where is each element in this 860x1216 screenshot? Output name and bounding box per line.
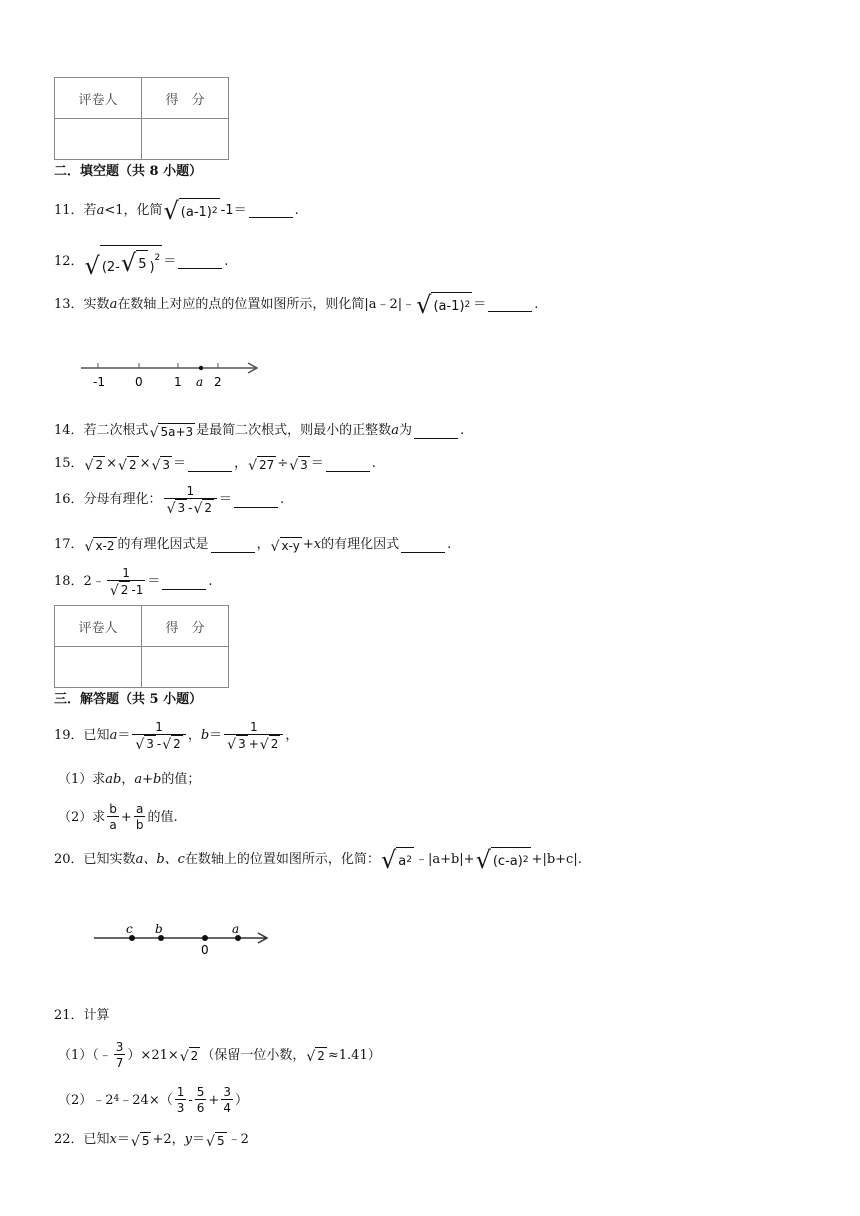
tick-label: 0 [135, 375, 143, 389]
question-18: 18． 2﹣ 1 √ 2 -1 ＝ . [54, 566, 213, 599]
answer-blank-12[interactable] [178, 254, 222, 269]
point-label-b: b [155, 922, 163, 936]
section-fill-heading: 二．填空题（共 8 小题） [54, 164, 203, 179]
question-22: 22． 已知 x ＝ √ 5 +2， y ＝ √ 5 ﹣2 [54, 1132, 249, 1150]
question-17: 17． √ x-2 的有理化因式是 ， √ x-y + x 的有理化因式 . [54, 537, 452, 555]
question-19: 19． 已知 a ＝ 1 √ 3 - √ 2 ， b ＝ 1 √ 3 + √ 2 ， [54, 720, 299, 753]
tick-label: 2 [214, 375, 222, 389]
reviewer-header: 评卷人 [55, 78, 142, 119]
point-label-a: a [196, 375, 204, 389]
question-21-part-1: （1）（﹣ $\frac{3}{7}$ ）×21× √ 2 （保留一位小数， √ 2 ≈1.41） [58, 1040, 381, 1070]
number-line-1 [76, 355, 266, 395]
answer-blank-14[interactable] [414, 424, 458, 439]
question-20: 20． 已知实数 a、b、c 在数轴上的位置如图所示，化简： √ $a^2$ ﹣|a+b|+ √ $(c-a)^2$ +|b+c| . [54, 846, 582, 874]
answer-blank-18[interactable] [162, 575, 206, 590]
section-answer-heading: 三．解答题（共 5 小题） [54, 692, 203, 707]
question-12: 12． √ (2- √ 5 )$^2$ ＝ . [54, 245, 228, 278]
answer-blank-15b[interactable] [326, 457, 370, 472]
reviewer-header: 评卷人 [55, 606, 142, 647]
answer-blank-13[interactable] [488, 297, 532, 312]
answer-blank-16[interactable] [234, 493, 278, 508]
question-19-part-1: （1）求 ab ， a+b 的值； [58, 772, 201, 787]
question-21: 21． 计算 [54, 1008, 110, 1023]
reviewer-cell[interactable] [55, 119, 142, 160]
tick-label: 1 [174, 375, 182, 389]
point-0 [202, 935, 208, 941]
score-table-2 [54, 605, 229, 688]
answer-blank-15a[interactable] [188, 457, 232, 472]
point-label-c: c [126, 922, 133, 936]
question-19-part-2: （2）求 $\frac{b}{a}$ + $\frac{a}{b}$ 的值. [58, 802, 178, 832]
number-line-2 [86, 918, 276, 960]
answer-blank-17a[interactable] [211, 538, 255, 553]
question-14: 14． 若二次根式 √ 5a+3 是最简二次根式，则最小的正整数 a 为 . [54, 423, 465, 441]
score-cell[interactable] [142, 647, 229, 688]
reviewer-cell[interactable] [55, 647, 142, 688]
point-label-0: 0 [201, 943, 209, 957]
question-21-part-2: （2）﹣2 $^4$ ﹣24×（ $\frac{1}{3}$ - $\frac{5}{6}$ + $\frac{3}{4}$ ） [58, 1085, 248, 1115]
answer-blank-17b[interactable] [401, 538, 445, 553]
answer-blank-11[interactable] [249, 203, 293, 218]
score-cell[interactable] [142, 119, 229, 160]
score-header: 得 分 [142, 78, 229, 119]
question-15: 15． √ 2 × √ 2 × √ 3 ＝ ， √ 27 ÷ √ 3 ＝ . [54, 456, 376, 474]
question-16: 16． 分母有理化： 1 √ 3 - √ 2 ＝ . [54, 484, 285, 517]
point-label-a: a [232, 922, 240, 936]
score-header: 得 分 [142, 606, 229, 647]
question-13: 13． 实数 a 在数轴上对应的点的位置如图所示，则化简 |a﹣2|﹣ √ $(a-1)^2$ ＝ . [54, 291, 539, 319]
score-table-1 [54, 77, 229, 160]
question-11: 11． 若 a <1，化简 √ $(a-1)^2$ -1＝ . [54, 197, 299, 225]
tick-label: -1 [93, 375, 105, 389]
point-a [199, 366, 203, 370]
